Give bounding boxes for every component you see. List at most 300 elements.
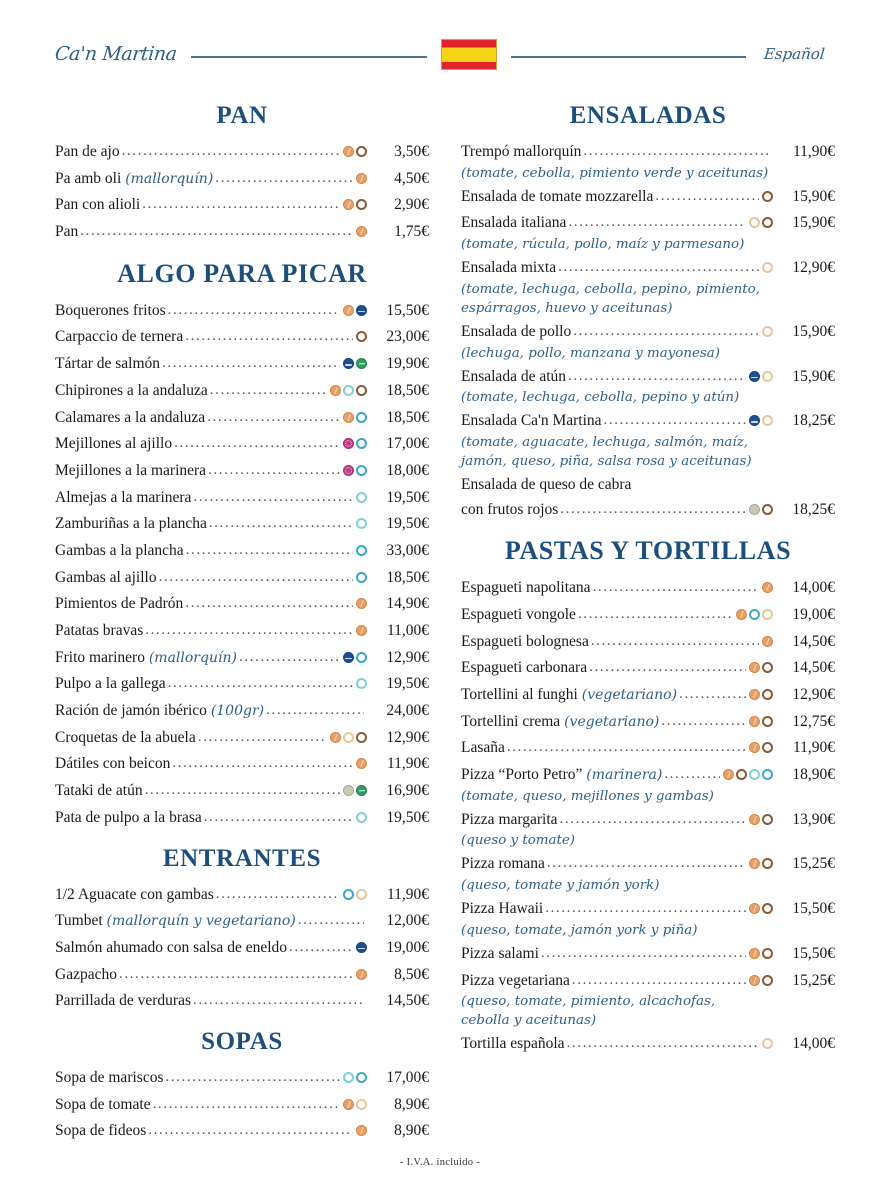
- menu-item: [55, 1119, 429, 1144]
- menu-item-line: [55, 140, 429, 165]
- gluten-allergen-icon: [356, 625, 367, 636]
- leader-dots: [162, 352, 340, 376]
- allergen-icons: [762, 581, 773, 592]
- allergen-icons: [356, 571, 367, 582]
- menu-item-line: [55, 779, 429, 804]
- egg-allergen-icon: [356, 889, 367, 900]
- menu-item-line: [55, 486, 429, 511]
- menu-item-price: 18,25€: [792, 500, 835, 518]
- menu-item-line: [55, 646, 429, 671]
- menu-item-line: [55, 167, 429, 192]
- menu-item-price: 14,50€: [792, 659, 835, 677]
- leader-dots: [591, 630, 759, 654]
- soy-allergen-icon: [356, 785, 367, 796]
- section-title: PASTAS Y TORTILLAS: [504, 536, 792, 566]
- menu-item-name: Tortellini al funghi (vegetariano): [461, 685, 678, 703]
- allergen-icons: [749, 216, 773, 227]
- menu-item: [461, 942, 835, 967]
- menu-item-name: Pan con alioli: [55, 196, 141, 214]
- leader-dots: [159, 566, 353, 590]
- menu-item-line: [55, 352, 429, 377]
- section-title: ENSALADAS: [569, 102, 727, 129]
- allergen-icons: [723, 768, 773, 779]
- gluten-allergen-icon: [330, 385, 341, 396]
- menu-item-price: 19,50€: [386, 675, 429, 693]
- gluten-allergen-icon: [343, 412, 354, 423]
- menu-item-price: 15,90€: [792, 187, 835, 205]
- allergen-icons: [343, 1071, 367, 1082]
- menu-item-name: Ensalada mixta: [461, 259, 557, 277]
- gluten-allergen-icon: [356, 969, 367, 980]
- menu-item-description: [461, 388, 835, 407]
- menu-item-price: 15,50€: [386, 301, 429, 319]
- allergen-icons: [356, 225, 367, 236]
- fish-allergen-icon: [356, 305, 367, 316]
- egg-allergen-icon: [762, 371, 773, 382]
- menu-item-price: 16,90€: [386, 782, 429, 800]
- menu-item: [461, 409, 835, 471]
- menu-item-line: [55, 963, 429, 988]
- menu-item-qualifier: (mallorquín y vegetariano): [106, 913, 296, 930]
- menu-section: [461, 536, 835, 1057]
- menu-item-price: 8,90€: [394, 1122, 429, 1140]
- menu-item-line: [55, 325, 429, 350]
- crust-allergen-icon: [356, 1072, 367, 1083]
- allergen-icons: [749, 414, 773, 425]
- leader-dots: [298, 909, 364, 933]
- leader-dots: [168, 672, 353, 696]
- allergen-icons: [343, 1098, 367, 1109]
- gluten-allergen-icon: [749, 903, 760, 914]
- leader-dots: [547, 852, 746, 876]
- menu-item-name: Pan de ajo: [55, 143, 120, 160]
- crust-allergen-icon: [356, 545, 367, 556]
- menu-item-name: Tártar de salmón: [55, 355, 161, 373]
- crust-allergen-icon: [356, 412, 367, 423]
- section-title: ENTRANTES: [162, 844, 322, 872]
- menu-item-name: Pizza “Porto Petro” (marinera): [461, 766, 663, 784]
- allergen-icons: [343, 411, 367, 422]
- menu-item-qualifier: (vegetariano): [564, 713, 660, 730]
- menu-item-name: Gambas a la plancha: [55, 541, 184, 559]
- egg-allergen-icon: [762, 1038, 773, 1049]
- menu-item-line: [55, 379, 429, 404]
- allergen-icons: [356, 1124, 367, 1135]
- menu-item-price: 19,00€: [792, 605, 835, 623]
- gluten-allergen-icon: [749, 858, 760, 869]
- sesame-allergen-icon: [343, 785, 354, 796]
- menu-item-name: Ensalada de tomate mozzarella: [461, 187, 654, 205]
- menu-item-line: [55, 459, 429, 484]
- allergen-icons: [356, 491, 367, 502]
- milk-allergen-icon: [762, 903, 773, 914]
- menu-item: [461, 473, 835, 522]
- milk-allergen-icon: [356, 385, 367, 396]
- allergen-icons: [749, 857, 773, 868]
- egg-allergen-icon: [749, 217, 760, 228]
- menu-item-description: [461, 876, 835, 895]
- allergen-icons: [749, 947, 773, 958]
- menu-item-price: 15,50€: [792, 944, 835, 962]
- menu-item-price: 18,50€: [386, 568, 429, 586]
- menu-item-price: 15,50€: [792, 900, 835, 918]
- allergen-icons: [343, 357, 367, 368]
- description-line: (queso, tomate, pimiento, alcachofas,: [461, 994, 716, 1010]
- mollusc-allergen-icon: [343, 385, 354, 396]
- menu-item-line: [55, 726, 429, 751]
- leader-dots: [80, 220, 353, 244]
- allergen-icons: [330, 384, 367, 395]
- leader-dots: [679, 683, 746, 707]
- milk-allergen-icon: [762, 948, 773, 959]
- allergen-icons: [749, 741, 773, 752]
- menu-item: [461, 365, 835, 408]
- menu-item-price: 19,50€: [386, 488, 429, 506]
- menu-item: [461, 710, 835, 735]
- fish-allergen-icon: [356, 942, 367, 953]
- menu-item: [55, 220, 429, 245]
- menu-item-line: [461, 603, 835, 628]
- leader-dots: [209, 512, 353, 536]
- menu-item-name: Patatas bravas: [55, 622, 144, 639]
- leader-dots: [578, 603, 733, 627]
- allergen-icons: [343, 464, 367, 475]
- gluten-allergen-icon: [749, 742, 760, 753]
- menu-item-name: Espagueti carbonara: [461, 659, 588, 677]
- menu-item: [461, 808, 835, 851]
- menu-item: [461, 256, 835, 318]
- allergen-icons: [736, 608, 773, 619]
- fish-allergen-icon: [749, 371, 760, 382]
- menu-item-name: 1/2 Aguacate con gambas: [55, 885, 214, 903]
- gluten-allergen-icon: [749, 662, 760, 673]
- mollusc-allergen-icon: [749, 769, 760, 780]
- mollusc-allergen-icon: [356, 678, 367, 689]
- leader-dots: [153, 1093, 340, 1117]
- menu-item-name: Mejillones al ajillo: [55, 435, 173, 453]
- allergen-icons: [749, 715, 773, 726]
- menu-item: [55, 619, 429, 644]
- leader-dots: [568, 211, 746, 235]
- menu-section: [55, 102, 429, 245]
- menu-item-price: 18,00€: [386, 461, 429, 479]
- menu-item-name: Dátiles con beicon: [55, 755, 171, 773]
- header-rule-left: [191, 56, 427, 58]
- gluten-allergen-icon: [762, 582, 773, 593]
- menu-item-line: [461, 683, 835, 708]
- leader-dots: [185, 592, 353, 616]
- mollusc-allergen-icon: [343, 1072, 354, 1083]
- milk-allergen-icon: [762, 814, 773, 825]
- allergen-icons: [749, 902, 773, 913]
- menu-item: [461, 185, 835, 210]
- leader-dots: [145, 619, 353, 643]
- menu-item-description: [461, 787, 835, 806]
- allergen-icons: [749, 661, 773, 672]
- allergen-icons: [343, 198, 367, 209]
- description-line: (tomate, lechuga, cebolla, pepino, pimiento,: [461, 281, 760, 297]
- milk-allergen-icon: [356, 146, 367, 157]
- leader-dots: [216, 883, 340, 907]
- menu-item-name: Mejillones a la marinera: [55, 461, 207, 479]
- leader-dots: [507, 736, 746, 760]
- menu-item-line: [461, 942, 835, 967]
- allergen-icons: [343, 651, 367, 662]
- menu-item: [55, 1066, 429, 1091]
- menu-item-line: [55, 672, 429, 697]
- leader-dots: [573, 320, 759, 344]
- leader-dots: [655, 185, 759, 209]
- menu-item-price: 2,90€: [394, 196, 429, 214]
- crust-allergen-icon: [356, 465, 367, 476]
- menu-item-price: 14,50€: [792, 632, 835, 650]
- menu-item-name: Pan: [55, 223, 79, 241]
- milk-allergen-icon: [762, 504, 773, 515]
- menu-item-line: [461, 710, 835, 735]
- leader-dots: [119, 963, 353, 987]
- gluten-allergen-icon: [723, 769, 734, 780]
- leader-dots: [174, 432, 340, 456]
- menu-item-price: 1,75€: [394, 223, 429, 241]
- menu-item-name: Pizza romana: [461, 855, 545, 873]
- menu-item-line: [55, 592, 429, 617]
- leader-dots: [186, 539, 353, 563]
- menu-item-price: 4,50€: [394, 169, 429, 187]
- allergen-icons: [343, 304, 367, 315]
- allergen-icons: [356, 677, 367, 688]
- gluten-allergen-icon: [749, 948, 760, 959]
- menu-item-line: [55, 1119, 429, 1144]
- leader-dots: [266, 699, 364, 723]
- menu-item-price: 18,50€: [386, 381, 429, 399]
- gluten-allergen-icon: [356, 598, 367, 609]
- menu-item-qualifier: (mallorquín): [125, 170, 214, 187]
- right-column: [461, 88, 835, 1148]
- menu-section: [461, 102, 835, 522]
- menu-item-price: 17,00€: [386, 1068, 429, 1086]
- menu-item: [461, 140, 835, 183]
- menu-item-price: 12,90€: [792, 685, 835, 703]
- menu-item-price: 24,00€: [386, 702, 429, 720]
- menu-item-line: [55, 936, 429, 961]
- egg-allergen-icon: [762, 262, 773, 273]
- description-line: jamón, queso, piña, salsa rosa y aceitunas): [461, 454, 752, 470]
- menu-item-price: 11,90€: [792, 739, 835, 757]
- menu-item-name: Pizza vegetariana: [461, 971, 570, 989]
- restaurant-logo: Ca'n Martina: [53, 43, 178, 65]
- menu-item-price: 12,90€: [792, 259, 835, 277]
- menu-item-price: 14,00€: [792, 579, 835, 597]
- gluten-allergen-icon: [343, 305, 354, 316]
- mollusc-allergen-icon: [356, 492, 367, 503]
- menu-item-price: 8,50€: [394, 965, 429, 983]
- menu-item: [461, 211, 835, 254]
- gluten-allergen-icon: [330, 732, 341, 743]
- menu-item-line: [461, 365, 835, 390]
- menu-item-line: [55, 299, 429, 324]
- menu-item-price: 11,90€: [386, 755, 429, 773]
- menu-item: [461, 683, 835, 708]
- menu-item: [55, 1093, 429, 1118]
- description-line: (tomate, lechuga, cebolla, pepino y atún): [461, 390, 740, 406]
- menu-item-line: [55, 883, 429, 908]
- milk-allergen-icon: [762, 716, 773, 727]
- gluten-allergen-icon: [343, 1099, 354, 1110]
- allergen-icons: [343, 888, 367, 899]
- milk-allergen-icon: [762, 689, 773, 700]
- sesame-allergen-icon: [749, 504, 760, 515]
- allergen-icons: [749, 688, 773, 699]
- description-line: (lechuga, pollo, manzana y mayonesa): [461, 345, 720, 361]
- menu-item-line: [55, 619, 429, 644]
- menu-columns: [55, 88, 835, 1148]
- crust-allergen-icon: [356, 652, 367, 663]
- menu-item-name: Tortellini crema (vegetariano): [461, 712, 660, 730]
- allergen-icons: [356, 517, 367, 528]
- leader-dots: [210, 379, 327, 403]
- menu-item-name: Parrillada de verduras: [55, 992, 191, 1010]
- menu-item-name: Ensalada italiana: [461, 214, 567, 232]
- menu-item-line: [55, 1093, 429, 1118]
- crust-allergen-icon: [356, 572, 367, 583]
- menu-item-name: Gazpacho: [55, 965, 117, 983]
- leader-dots: [589, 656, 746, 680]
- menu-item-price: 12,00€: [386, 912, 429, 930]
- gluten-allergen-icon: [749, 814, 760, 825]
- menu-item-line: [55, 752, 429, 777]
- menu-item-name: Pizza margarita: [461, 810, 558, 828]
- allergen-icons: [356, 968, 367, 979]
- menu-item-line: [55, 406, 429, 431]
- menu-item: [55, 699, 429, 724]
- menu-item-price: 17,00€: [386, 435, 429, 453]
- menu-item-price: 19,90€: [386, 355, 429, 373]
- menu-item-qualifier: (100gr): [210, 703, 265, 720]
- menu-item-line: [55, 220, 429, 245]
- menu-item: [461, 969, 835, 1031]
- leader-dots: [560, 498, 746, 522]
- leader-dots: [207, 406, 340, 430]
- description-line: (queso, tomate y jamón york): [461, 878, 660, 894]
- menu-item-line: [55, 806, 429, 831]
- menu-item: [55, 883, 429, 908]
- egg-allergen-icon: [762, 415, 773, 426]
- menu-item-price: 13,90€: [792, 810, 835, 828]
- egg-allergen-icon: [343, 732, 354, 743]
- menu-item: [55, 936, 429, 961]
- menu-item: [55, 779, 429, 804]
- menu-item: [55, 432, 429, 457]
- milk-allergen-icon: [762, 975, 773, 986]
- menu-item: [461, 897, 835, 940]
- menu-item-description: [461, 344, 835, 363]
- menu-item: [461, 603, 835, 628]
- menu-section: [55, 845, 429, 1014]
- menu-item-price: 19,50€: [386, 808, 429, 826]
- gluten-allergen-icon: [356, 758, 367, 769]
- leader-dots: [122, 140, 340, 164]
- milk-allergen-icon: [356, 199, 367, 210]
- menu-item: [55, 459, 429, 484]
- allergen-icons: [749, 974, 773, 985]
- language-label: Español: [763, 45, 826, 63]
- menu-item-name: Frito marinero (mallorquín): [55, 648, 237, 666]
- milk-allergen-icon: [762, 191, 773, 202]
- leader-dots: [545, 897, 746, 921]
- menu-item: [55, 539, 429, 564]
- section-title: ALGO PARA PICAR: [117, 258, 367, 288]
- allergen-icons: [356, 941, 367, 952]
- menu-item-name: Pimientos de Padrón: [55, 595, 184, 613]
- sulphite-allergen-icon: [343, 438, 354, 449]
- menu-item-name: Pata de pulpo a la brasa: [55, 808, 202, 826]
- menu-item-name: Croquetas de la abuela: [55, 728, 196, 746]
- menu-item-name: Boquerones fritos: [55, 301, 166, 319]
- leader-dots: [198, 726, 327, 750]
- menu-item-price: 23,00€: [386, 328, 429, 346]
- menu-item-price: 15,25€: [792, 971, 835, 989]
- egg-allergen-icon: [356, 1099, 367, 1110]
- crust-allergen-icon: [749, 609, 760, 620]
- menu-item-price: 33,00€: [386, 541, 429, 559]
- menu-item: [461, 656, 835, 681]
- gluten-allergen-icon: [762, 636, 773, 647]
- menu-item-name: Sopa de fideos: [55, 1122, 147, 1140]
- spain-flag-icon: [441, 39, 497, 70]
- menu-item: [55, 167, 429, 192]
- allergen-icons: [762, 325, 773, 336]
- allergen-icons: [762, 261, 773, 272]
- menu-item-line: [55, 989, 429, 1014]
- menu-section: [55, 259, 429, 831]
- menu-item: [461, 576, 835, 601]
- menu-item-line: [461, 256, 835, 281]
- gluten-allergen-icon: [749, 716, 760, 727]
- menu-item-line: [55, 539, 429, 564]
- menu-item-price: 15,25€: [792, 855, 835, 873]
- milk-allergen-icon: [762, 742, 773, 753]
- menu-item-price: 12,90€: [386, 728, 429, 746]
- leader-dots: [204, 806, 353, 830]
- milk-allergen-icon: [762, 217, 773, 228]
- menu-item: [55, 406, 429, 431]
- menu-item: [55, 806, 429, 831]
- menu-item: [461, 1032, 835, 1057]
- leader-dots: [289, 936, 353, 960]
- footer-note: - I.V.A. incluido -: [399, 1157, 481, 1168]
- menu-item: [55, 379, 429, 404]
- menu-item-name: Almejas a la marinera: [55, 488, 192, 506]
- allergen-icons: [762, 190, 773, 201]
- leader-dots: [168, 299, 340, 323]
- menu-item-price: 3,50€: [394, 143, 429, 160]
- menu-item-name: Tortilla española: [461, 1035, 565, 1053]
- menu-item: [55, 193, 429, 218]
- menu-item-name: Zamburiñas a la plancha: [55, 515, 207, 533]
- menu-item: [461, 736, 835, 761]
- left-column: [55, 88, 429, 1148]
- menu-item-line: [461, 630, 835, 655]
- crust-allergen-icon: [343, 889, 354, 900]
- menu-item-price: 15,90€: [792, 322, 835, 340]
- menu-item-name: Ensalada de pollo: [461, 322, 572, 340]
- menu-item-line: [461, 498, 835, 523]
- fish-allergen-icon: [343, 358, 354, 369]
- menu-item-name: Ensalada de atún: [461, 367, 567, 385]
- menu-item-name: Espagueti bolognesa: [461, 632, 589, 650]
- menu-item-description: [461, 235, 835, 254]
- menu-item-name: Tumbet (mallorquín y vegetariano): [55, 912, 296, 930]
